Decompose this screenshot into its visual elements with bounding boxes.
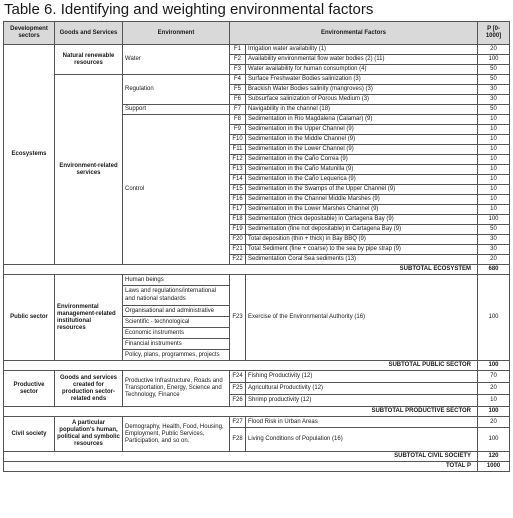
factor-name: Sedimentation in the Caño Matunilla (9) bbox=[246, 165, 478, 175]
factor-p: 20 bbox=[478, 255, 510, 265]
header-factors: Environmental Factors bbox=[230, 22, 478, 45]
sector-public: Public sector bbox=[4, 275, 55, 361]
factor-code: F7 bbox=[230, 105, 246, 115]
subtotal-civil-value: 120 bbox=[478, 452, 510, 462]
total-value: 1000 bbox=[478, 462, 510, 472]
factor-code: F26 bbox=[230, 395, 246, 407]
factor-p: 10 bbox=[478, 175, 510, 185]
total-label: TOTAL P bbox=[4, 462, 478, 472]
table-container bbox=[3, 21, 509, 472]
factor-name: Living Conditions of Population (16) bbox=[246, 428, 478, 452]
factor-name: Sedimentation in the Caño Correa (9) bbox=[246, 155, 478, 165]
factor-name: Total Sediment (fine + coarse) to the sea by pipe strap (9) bbox=[246, 245, 478, 255]
table-row bbox=[4, 275, 510, 361]
header-goods: Goods and Services bbox=[55, 22, 123, 45]
sector-ecosystems: Ecosystems bbox=[4, 45, 55, 265]
factor-code: F22 bbox=[230, 255, 246, 265]
factor-code: F8 bbox=[230, 115, 246, 125]
factor-code: F15 bbox=[230, 185, 246, 195]
list-item: Scientific - technological bbox=[123, 317, 229, 328]
factor-code: F20 bbox=[230, 235, 246, 245]
factor-name: Subsurface salinization of Porous Medium (3) bbox=[246, 95, 478, 105]
factor-p: 30 bbox=[478, 85, 510, 95]
factor-p: 100 bbox=[478, 215, 510, 225]
factor-code: F27 bbox=[230, 417, 246, 428]
env-productive: Productive Infrastructure, Roads and Transportation, Energy, Science and Technology, Finance bbox=[123, 371, 230, 407]
factor-code: F3 bbox=[230, 65, 246, 75]
factor-name: Irrigation water availability (1) bbox=[246, 45, 478, 55]
factor-name: Surface Freshwater Bodies salinization (3) bbox=[246, 75, 478, 85]
factors-table bbox=[3, 21, 510, 472]
factor-p: 30 bbox=[478, 235, 510, 245]
factor-p: 20 bbox=[478, 417, 510, 428]
total-row bbox=[4, 462, 510, 472]
factor-name: Sedimentation in the Lower Marshes Channel (9) bbox=[246, 205, 478, 215]
list-item: Human beings bbox=[123, 275, 229, 286]
table-title: Table 6. Identifying and weighting environmental factors bbox=[4, 1, 374, 18]
subtotal-productive-label: SUBTOTAL PRODUCTIVE SECTOR bbox=[4, 407, 478, 417]
factor-name: Sedimentation in the Middle Channel (9) bbox=[246, 135, 478, 145]
subtotal-ecosystem-value: 680 bbox=[478, 265, 510, 275]
factor-name: Sedimentation in the Swamps of the Upper Channel (9) bbox=[246, 185, 478, 195]
subtotal-row bbox=[4, 452, 510, 462]
env-water: Water bbox=[123, 45, 230, 75]
factor-name: Sedimentation Coral Sea sediments (13) bbox=[246, 255, 478, 265]
subtotal-row bbox=[4, 265, 510, 275]
factor-code: F18 bbox=[230, 215, 246, 225]
list-item: Laws and regulations/international and national standards bbox=[123, 286, 229, 306]
factor-code: F16 bbox=[230, 195, 246, 205]
factor-p: 10 bbox=[478, 155, 510, 165]
factor-code: F25 bbox=[230, 383, 246, 395]
factor-code: F13 bbox=[230, 165, 246, 175]
factor-p: 10 bbox=[478, 205, 510, 215]
env-civil: Demography, Health, Food, Housing, Employment, Public Services, Participation, and so on. bbox=[123, 417, 230, 452]
factor-code: F28 bbox=[230, 428, 246, 452]
factor-code: F17 bbox=[230, 205, 246, 215]
factor-name: Brackish Water Bodies salinity (mangroves) (3) bbox=[246, 85, 478, 95]
sector-civil: Civil society bbox=[4, 417, 55, 452]
factor-code: F2 bbox=[230, 55, 246, 65]
factor-code: F1 bbox=[230, 45, 246, 55]
factor-name: Fishing Productivity (12) bbox=[246, 371, 478, 383]
header-p: P [0-1000] bbox=[478, 22, 510, 45]
factor-p: 50 bbox=[478, 75, 510, 85]
subtotal-row bbox=[4, 407, 510, 417]
goods-civil: A particular population's human, political and symbolic resources bbox=[55, 417, 123, 452]
subtotal-public-value: 100 bbox=[478, 361, 510, 371]
factor-p: 10 bbox=[478, 125, 510, 135]
factor-p: 10 bbox=[478, 115, 510, 125]
factor-p: 30 bbox=[478, 245, 510, 255]
factor-p: 10 bbox=[478, 395, 510, 407]
factor-name: Sedimentation in the Lower Channel (9) bbox=[246, 145, 478, 155]
factor-code: F14 bbox=[230, 175, 246, 185]
factor-name: Availability environmental flow water bodies (2) (11) bbox=[246, 55, 478, 65]
factor-p: 100 bbox=[478, 55, 510, 65]
subtotal-row bbox=[4, 361, 510, 371]
env-support: Support bbox=[123, 105, 230, 115]
list-item: Organisational and administrative bbox=[123, 306, 229, 317]
factor-p: 10 bbox=[478, 135, 510, 145]
goods-natural: Natural renewable resources bbox=[55, 45, 123, 75]
goods-env-mgmt: Environmental management-related institutional resources bbox=[55, 275, 123, 361]
factor-p: 70 bbox=[478, 371, 510, 383]
factor-name: Sedimentation in the Upper Channel (9) bbox=[246, 125, 478, 135]
env-public-list bbox=[123, 275, 230, 361]
factor-name: Sedimentation in the Caño Lequerica (9) bbox=[246, 175, 478, 185]
table-row bbox=[4, 417, 510, 428]
factor-p: 10 bbox=[478, 145, 510, 155]
factor-name: Water availability for human consumption (4) bbox=[246, 65, 478, 75]
factor-p: 30 bbox=[478, 95, 510, 105]
header-sector: Development sectors bbox=[4, 22, 55, 45]
factor-code: F23 bbox=[230, 275, 246, 361]
factor-p: 10 bbox=[478, 185, 510, 195]
factor-name: Sedimentation in Río Magdalena (Calamar) (9) bbox=[246, 115, 478, 125]
factor-p: 20 bbox=[478, 383, 510, 395]
factor-name: Total deposition (thin + thick) in Bay BBQ (9) bbox=[246, 235, 478, 245]
factor-name: Exercise of the Environmental Authority (16) bbox=[246, 275, 478, 361]
factor-p: 100 bbox=[478, 275, 510, 361]
factor-code: F5 bbox=[230, 85, 246, 95]
subtotal-public-label: SUBTOTAL PUBLIC SECTOR bbox=[4, 361, 478, 371]
factor-p: 50 bbox=[478, 65, 510, 75]
subtotal-ecosystem-label: SUBTOTAL ECOSYSTEM bbox=[4, 265, 478, 275]
env-control: Control bbox=[123, 115, 230, 265]
sector-productive: Productive sector bbox=[4, 371, 55, 407]
factor-name: Sedimentation (thick depositable) in Cartagena Bay (9) bbox=[246, 215, 478, 225]
factor-name: Agricultural Productivity (12) bbox=[246, 383, 478, 395]
list-item: Policy, plans, programmes, projects bbox=[125, 352, 220, 358]
factor-name: Sedimentation in the Channel Middle Marshes (9) bbox=[246, 195, 478, 205]
factor-p: 10 bbox=[478, 195, 510, 205]
factor-p: 50 bbox=[478, 105, 510, 115]
list-item: Financial instruments bbox=[123, 339, 229, 350]
factor-p: 50 bbox=[478, 225, 510, 235]
header-environment: Environment bbox=[123, 22, 230, 45]
header-row bbox=[4, 22, 510, 45]
factor-code: F24 bbox=[230, 371, 246, 383]
subtotal-civil-label: SUBTOTAL CIVIL SOCIETY bbox=[4, 452, 478, 462]
goods-services: Goods and services created for production sector-related ends bbox=[55, 371, 123, 407]
env-regulation: Regulation bbox=[123, 75, 230, 105]
factor-code: F21 bbox=[230, 245, 246, 255]
factor-code: F11 bbox=[230, 145, 246, 155]
factor-p: 10 bbox=[478, 165, 510, 175]
goods-env-related: Environment-related services bbox=[55, 75, 123, 265]
table-row bbox=[4, 371, 510, 383]
factor-code: F12 bbox=[230, 155, 246, 165]
factor-name: Navigability in the channel (18) bbox=[246, 105, 478, 115]
factor-name: Flood Risk in Urban Areas bbox=[246, 417, 478, 428]
factor-code: F6 bbox=[230, 95, 246, 105]
factor-code: F4 bbox=[230, 75, 246, 85]
table-row bbox=[4, 45, 510, 55]
factor-p: 100 bbox=[478, 428, 510, 452]
factor-name: Shrimp productivity (12) bbox=[246, 395, 478, 407]
table-row bbox=[4, 75, 510, 85]
factor-code: F19 bbox=[230, 225, 246, 235]
factor-code: F9 bbox=[230, 125, 246, 135]
list-item: Economic instruments bbox=[123, 328, 229, 339]
factor-p: 20 bbox=[478, 45, 510, 55]
factor-name: Sedimentation (fine not depositable) in Cartagena Bay (9) bbox=[246, 225, 478, 235]
subtotal-productive-value: 100 bbox=[478, 407, 510, 417]
factor-code: F10 bbox=[230, 135, 246, 145]
